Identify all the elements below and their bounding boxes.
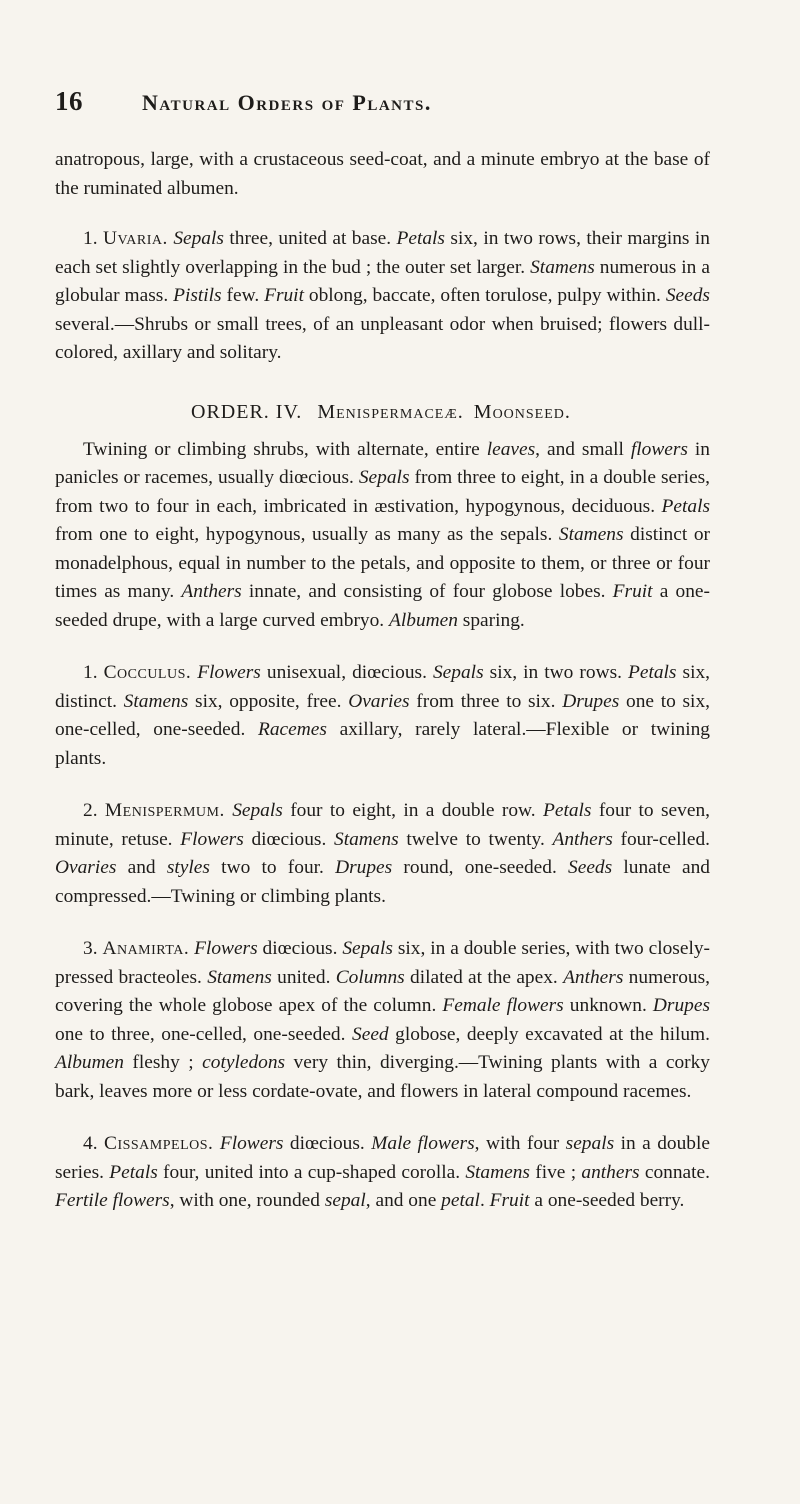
term: Drupes bbox=[335, 857, 393, 878]
text: six, distinct. bbox=[55, 662, 710, 712]
text: very thin, diverging.—Twining plants with a corky bark, leaves more or less cordate-ovate, and flowers in lateral compound racemes. bbox=[55, 1052, 710, 1102]
text: few. bbox=[221, 285, 265, 306]
term: sepal bbox=[324, 1190, 366, 1211]
text: four, united into a cup-shaped corolla. bbox=[157, 1161, 466, 1183]
genus-number: 2. bbox=[83, 800, 98, 821]
term: petal bbox=[441, 1190, 480, 1211]
genus-number: 4. bbox=[83, 1133, 98, 1154]
text: , with one, rounded bbox=[169, 1190, 325, 1211]
order-latin-name: Menispermaceæ. bbox=[317, 400, 464, 423]
term: Stamens bbox=[530, 256, 595, 278]
genus-name: Cocculus. bbox=[103, 662, 192, 683]
term: anthers bbox=[581, 1161, 640, 1183]
term: Anthers bbox=[552, 828, 613, 850]
term: Petals bbox=[396, 228, 445, 249]
text: numerous in a globular mass. bbox=[55, 256, 710, 306]
genus-menispermum bbox=[55, 797, 710, 911]
text: several.—Shrubs or small trees, of an unpleasant odor when bruised; flowers dull-colored, axillary and solitary. bbox=[55, 313, 710, 363]
term: Stamens bbox=[465, 1161, 530, 1183]
text: two to four. bbox=[209, 857, 336, 878]
term: Petals bbox=[661, 495, 710, 517]
term: Sepals bbox=[342, 938, 393, 959]
term: Racemes bbox=[258, 719, 327, 740]
order-common-name: Moonseed. bbox=[473, 400, 571, 423]
genus-anamirta bbox=[55, 935, 710, 1106]
text: round, one-seeded. bbox=[392, 857, 569, 878]
genus-number: 3. bbox=[83, 938, 98, 959]
genus-name: Menispermum. bbox=[104, 800, 225, 821]
order-description bbox=[55, 436, 710, 636]
term: Anthers bbox=[181, 581, 242, 602]
term: Albumen bbox=[55, 1052, 124, 1073]
text: , and one bbox=[365, 1190, 442, 1211]
text: six, in a double series, with two closely-pressed bracteoles. bbox=[55, 938, 710, 988]
text: a one-seeded berry. bbox=[529, 1190, 685, 1211]
text: five ; bbox=[529, 1161, 582, 1183]
term: Albumen bbox=[389, 609, 458, 631]
text: innate, and consisting of four globose lobes. bbox=[241, 581, 613, 602]
genus-name: Uvaria. bbox=[102, 228, 168, 249]
term: Sepals bbox=[173, 228, 224, 249]
text: Twining or climbing shrubs, with alternate, entire bbox=[83, 438, 487, 460]
text: numerous, covering the whole globose apex of the column. bbox=[55, 966, 711, 1016]
text: six, opposite, free. bbox=[188, 690, 349, 712]
text: and bbox=[116, 857, 167, 878]
term: Drupes bbox=[652, 995, 711, 1016]
text: diœcious. bbox=[283, 1133, 372, 1154]
term: Pistils bbox=[173, 285, 222, 306]
term: styles bbox=[166, 857, 210, 878]
term: Female flowers bbox=[442, 995, 564, 1016]
text: axillary, rarely lateral.—Flexible or twining plants. bbox=[55, 719, 710, 769]
term: Sepals bbox=[432, 662, 484, 683]
term: Flowers bbox=[180, 828, 244, 850]
text: . bbox=[479, 1190, 490, 1211]
text: in panicles or racemes, usually diœcious. bbox=[55, 438, 710, 488]
term: Flowers bbox=[194, 938, 258, 959]
term: leaves bbox=[486, 438, 536, 460]
term: Seeds bbox=[568, 857, 613, 878]
text: lunate and compressed.—Twining or climbing plants. bbox=[55, 857, 710, 907]
text: in a double series. bbox=[55, 1133, 710, 1183]
text: , and small bbox=[535, 438, 631, 460]
term: Fruit bbox=[612, 581, 653, 602]
text: unknown. bbox=[563, 995, 653, 1016]
text: one to three, one-celled, one-seeded. bbox=[55, 1023, 353, 1045]
term: Male flowers bbox=[371, 1133, 475, 1154]
text: globose, deeply excavated at the hilum. bbox=[388, 1023, 710, 1045]
order-heading bbox=[55, 398, 710, 426]
text: four to seven, minute, retuse. bbox=[55, 800, 710, 850]
term: Petals bbox=[628, 662, 677, 683]
term: Fruit bbox=[264, 285, 304, 306]
term: Ovaries bbox=[348, 690, 410, 712]
text: diœcious. bbox=[243, 828, 335, 850]
genus-cocculus bbox=[55, 659, 710, 773]
term: Stamens bbox=[558, 524, 624, 545]
order-label: ORDER. IV. bbox=[191, 400, 303, 423]
text: from three to six. bbox=[409, 690, 563, 712]
term: Stamens bbox=[334, 828, 399, 850]
genus-cissampelos bbox=[55, 1130, 710, 1216]
term: Drupes bbox=[562, 690, 620, 712]
text: from three to eight, in a double series, from two to four in each, imbricated in æstivation, hypogynous, deciduous. bbox=[55, 467, 710, 517]
text: six, in two rows, their margins in each set slightly overlapping in the bud ; the outer set larger. bbox=[55, 228, 710, 278]
term: Sepals bbox=[358, 467, 410, 488]
term: Flowers bbox=[219, 1133, 284, 1154]
term: Stamens bbox=[207, 966, 272, 988]
text: four-celled. bbox=[612, 828, 711, 850]
text: from one to eight, hypogynous, usually as many as the sepals. bbox=[55, 524, 559, 545]
term: Flowers bbox=[197, 662, 261, 683]
text: three, united at base. bbox=[223, 228, 397, 249]
text: , with four bbox=[474, 1133, 566, 1154]
term: sepals bbox=[565, 1133, 615, 1154]
text: six, in two rows. bbox=[483, 662, 629, 683]
term: Columns bbox=[335, 966, 405, 988]
text: a one-seeded drupe, with a large curved embryo. bbox=[55, 581, 710, 631]
genus-number: 1. bbox=[83, 662, 98, 683]
genus-uvaria bbox=[55, 225, 710, 368]
term: Sepals bbox=[232, 800, 283, 821]
genus-name: Anamirta. bbox=[102, 938, 190, 959]
term: Anthers bbox=[563, 966, 624, 988]
intro-paragraph: anatropous, large, with a crustaceous seed-coat, and a minute embryo at the base of the ruminated albumen. bbox=[55, 149, 710, 199]
text: united. bbox=[271, 966, 336, 988]
genus-name: Cissampelos. bbox=[104, 1133, 214, 1154]
genus-number: 1. bbox=[83, 228, 98, 249]
term: cotyledons bbox=[202, 1052, 286, 1073]
text: sparing. bbox=[457, 609, 525, 631]
term: Petals bbox=[543, 800, 592, 821]
term: Seed bbox=[352, 1023, 389, 1045]
page-number: 16 bbox=[55, 86, 83, 116]
text: four to eight, in a double row. bbox=[282, 800, 544, 821]
text: fleshy ; bbox=[123, 1052, 203, 1073]
text: distinct or monadelphous, equal in number to the petals, and opposite to them, or three or four times as many. bbox=[55, 524, 710, 602]
term: Fertile flowers bbox=[55, 1190, 170, 1211]
term: Seeds bbox=[665, 285, 710, 306]
text: twelve to twenty. bbox=[398, 828, 553, 850]
text: unisexual, diœcious. bbox=[260, 662, 433, 683]
term: flowers bbox=[630, 438, 688, 460]
term: Petals bbox=[109, 1161, 158, 1183]
running-title: Natural Orders of Plants. bbox=[142, 90, 432, 115]
text: one to six, one-celled, one-seeded. bbox=[55, 690, 710, 740]
term: Ovaries bbox=[55, 857, 117, 878]
term: Fruit bbox=[489, 1190, 530, 1211]
text: connate. bbox=[639, 1161, 710, 1183]
text: diœcious. bbox=[257, 938, 343, 959]
running-head bbox=[55, 86, 710, 120]
text: dilated at the apex. bbox=[404, 966, 564, 988]
term: Stamens bbox=[123, 690, 189, 712]
text: oblong, baccate, often torulose, pulpy within. bbox=[303, 285, 666, 306]
